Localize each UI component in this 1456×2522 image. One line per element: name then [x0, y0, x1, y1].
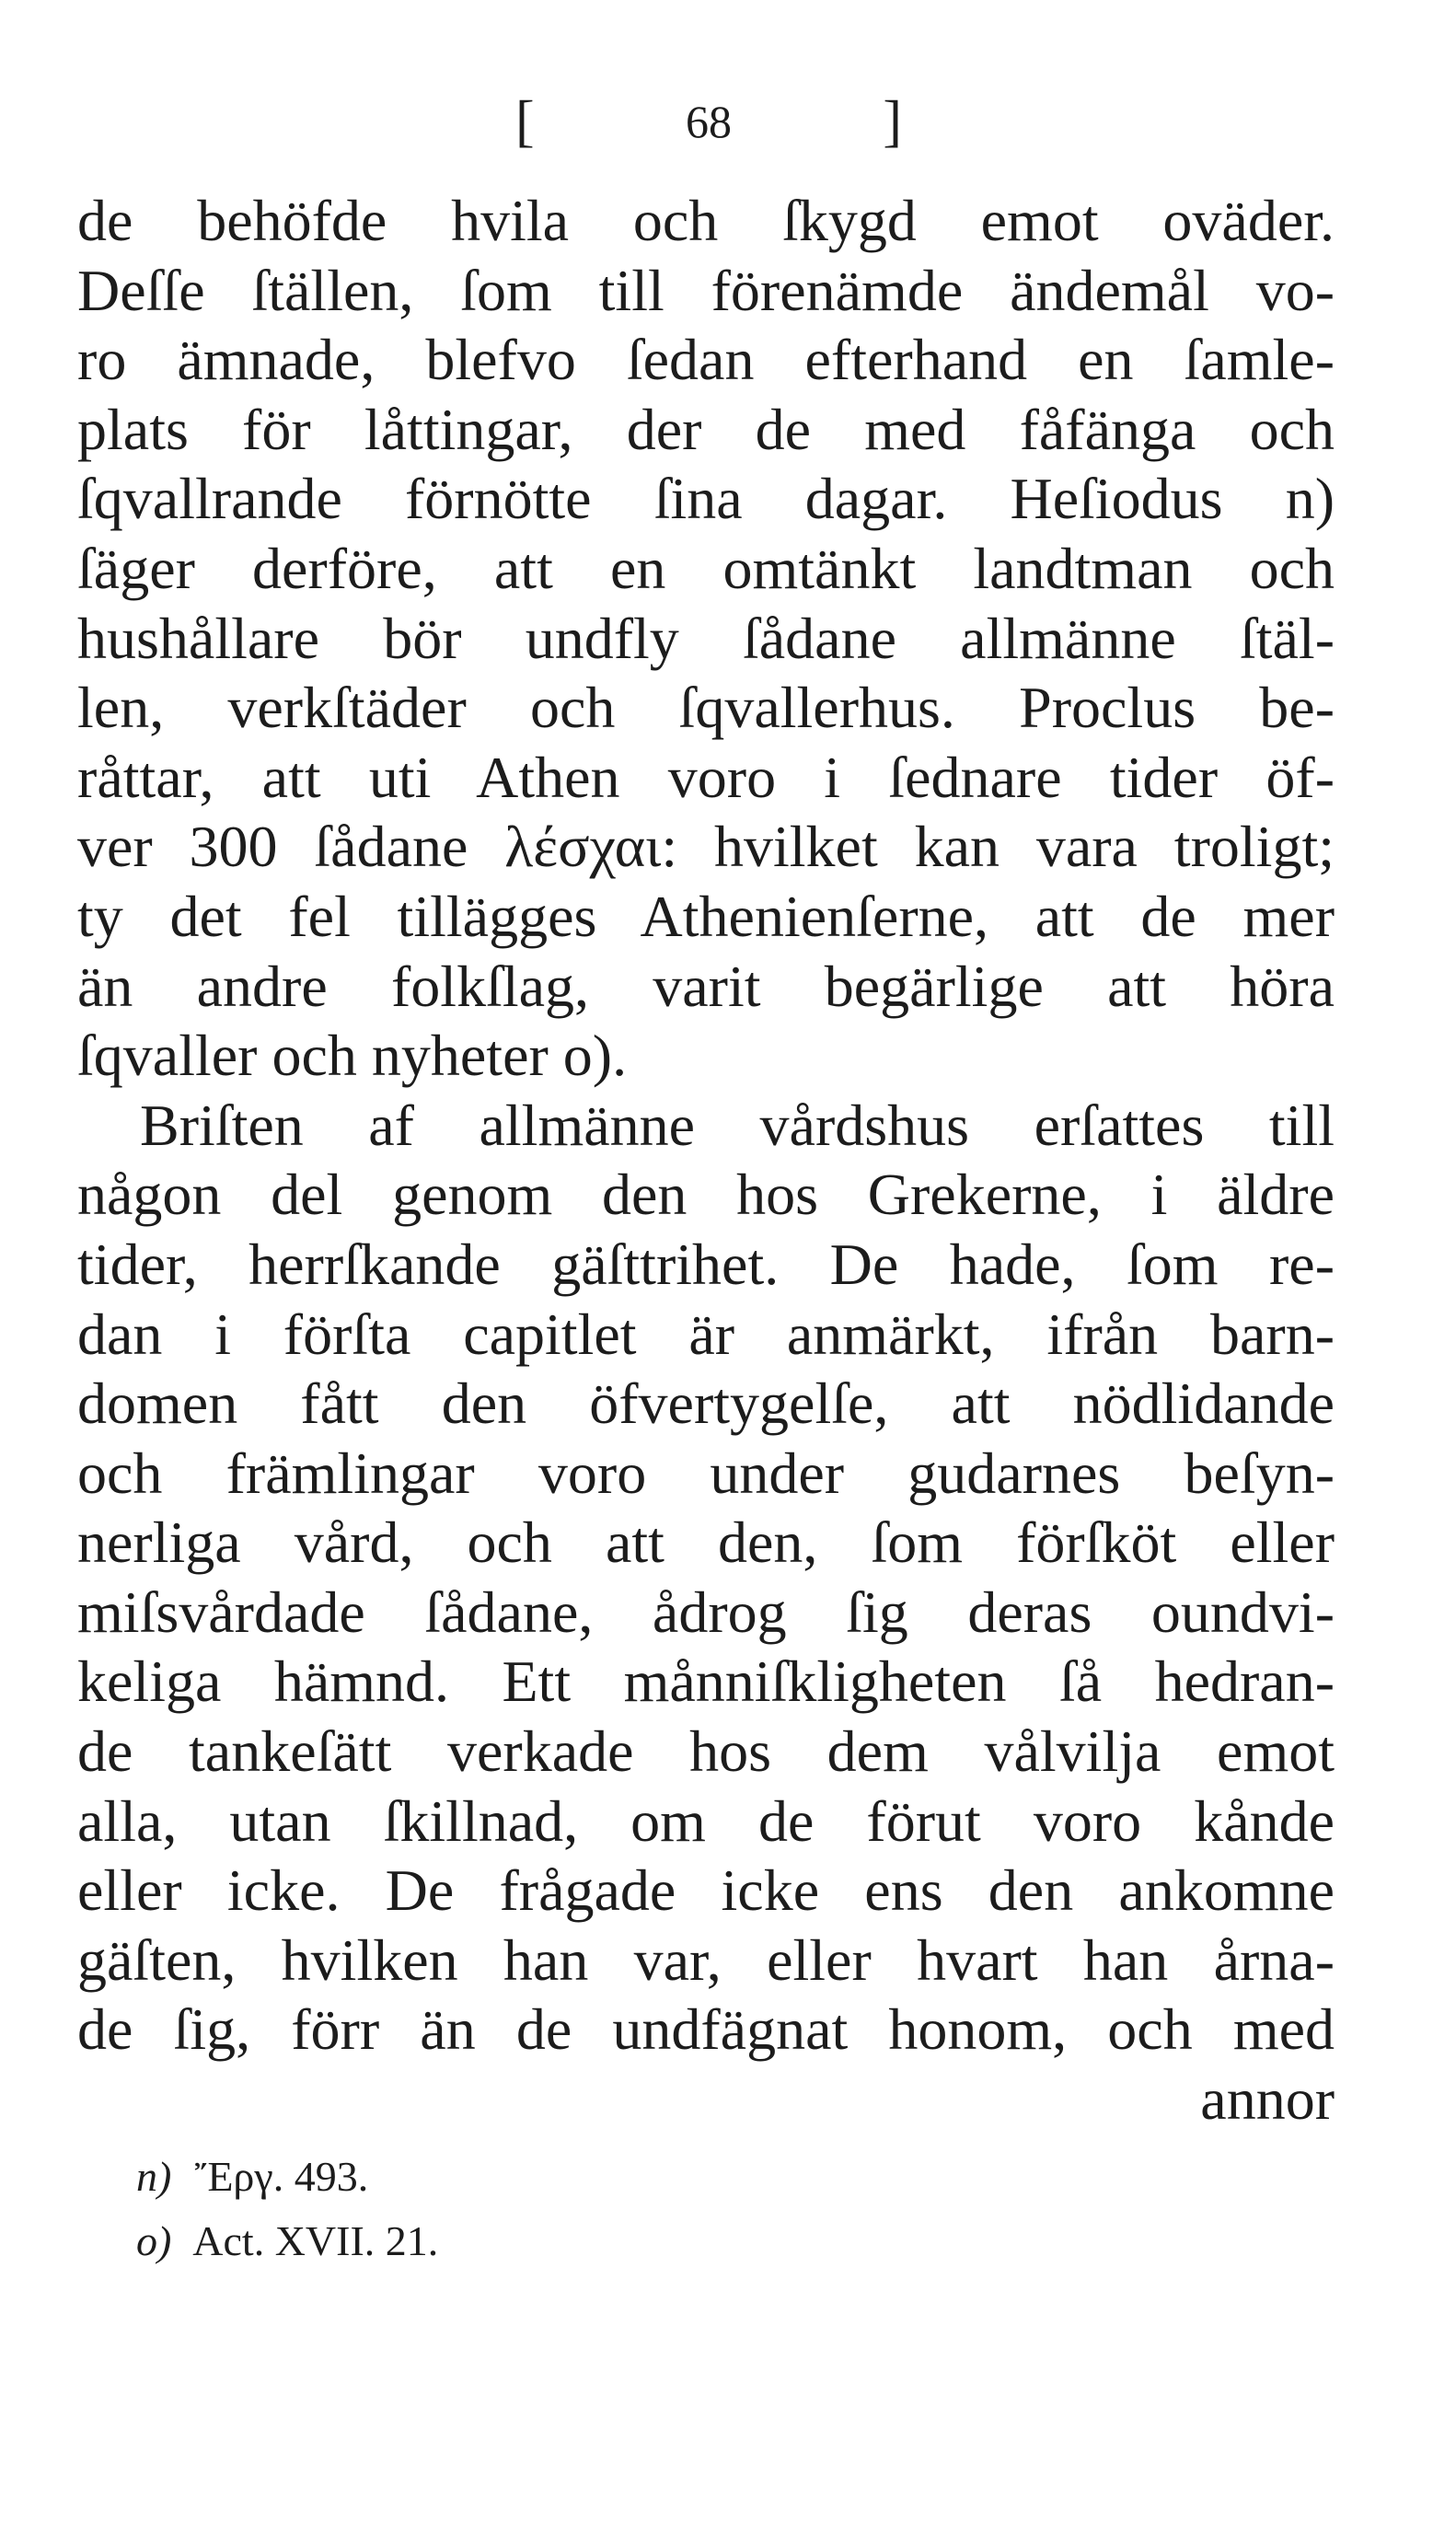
footnote-text: Ἔργ. 493. — [194, 2153, 369, 2200]
footnote-mark: n) — [136, 2153, 172, 2200]
text-line: ſqvaller och nyheter o). — [77, 1023, 628, 1089]
text-line: Deſſe ſtällen, ſom till förenämde ändemål vo- — [77, 257, 1335, 323]
text-line: ro ämnade, blefvo ſedan efterhand en ſamle- — [77, 327, 1335, 393]
footnote-mark: o) — [136, 2217, 172, 2264]
text-line: de behöfde hvila och ſkygd emot oväder. — [77, 188, 1335, 253]
text-line: de tankeſätt verkade hos dem vålvilja emot — [77, 1718, 1335, 1785]
text-line: ver 300 ſådane λέσχαι: hvilket kan vara troligt; — [77, 814, 1335, 880]
text-line: alla, utan ſkillnad, om de förut voro kånde — [77, 1787, 1335, 1854]
text-line: ſqvallrande förnötte ſina dagar. Heſiodus n) — [77, 466, 1335, 532]
footnote — [136, 2145, 438, 2209]
body-text — [77, 186, 1335, 2134]
bracket-right: ] — [883, 89, 902, 153]
text-line: domen fått den öfvertygelſe, att nödlidande — [77, 1371, 1335, 1437]
text-line: len, verkſtäder och ſqvallerhus. Proclus be- — [77, 675, 1335, 741]
text-line: dan i förſta capitlet är anmärkt, ifrån barn- — [77, 1301, 1335, 1367]
text-line: ty det fel tillägges Athenienſerne, att de mer — [77, 883, 1335, 949]
text-line: nerliga vård, och att den, ſom förſköt eller — [77, 1510, 1335, 1576]
footnote — [136, 2209, 438, 2273]
page-header — [515, 85, 902, 158]
catchword: annor — [1200, 2066, 1335, 2133]
text-line: plats för låttingar, der de med fåfänga och — [77, 396, 1335, 462]
text-line: någon del genom den hos Grekerne, i äldre — [77, 1162, 1335, 1228]
footnotes — [136, 2145, 438, 2273]
footnote-text: Act. XVII. 21. — [192, 2217, 439, 2264]
text-line: miſsvårdade ſådane, ådrog ſig deras oundvi- — [77, 1579, 1335, 1645]
text-line: keliga hämnd. Ett månniſkligheten ſå hedran- — [77, 1649, 1335, 1715]
text-line: Briſten af allmänne vårdshus erſattes till — [140, 1092, 1335, 1158]
text-line: de ſig, förr än de undfägnat honom, och med — [77, 1996, 1335, 2063]
text-line: gäſten, hvilken han var, eller hvart han årna- — [77, 1926, 1335, 1993]
text-line: råttar, att uti Athen voro i ſednare tider öf- — [77, 744, 1335, 810]
text-line: tider, herrſkande gäſttrihet. De hade, ſom re- — [77, 1231, 1335, 1297]
text-line: eller icke. De frågade icke ens den ankomne — [77, 1857, 1335, 1924]
text-line: än andre folkſlag, varit begärlige att höra — [77, 953, 1335, 1019]
page-number: 68 — [686, 96, 732, 147]
text-line: hushållare bör undfly ſådane allmänne ſtäl- — [77, 605, 1335, 671]
bracket-left: [ — [515, 89, 535, 153]
text-line: ſäger derföre, att en omtänkt landtman och — [77, 535, 1335, 601]
text-line: och främlingar voro under gudarnes beſyn- — [77, 1440, 1335, 1506]
